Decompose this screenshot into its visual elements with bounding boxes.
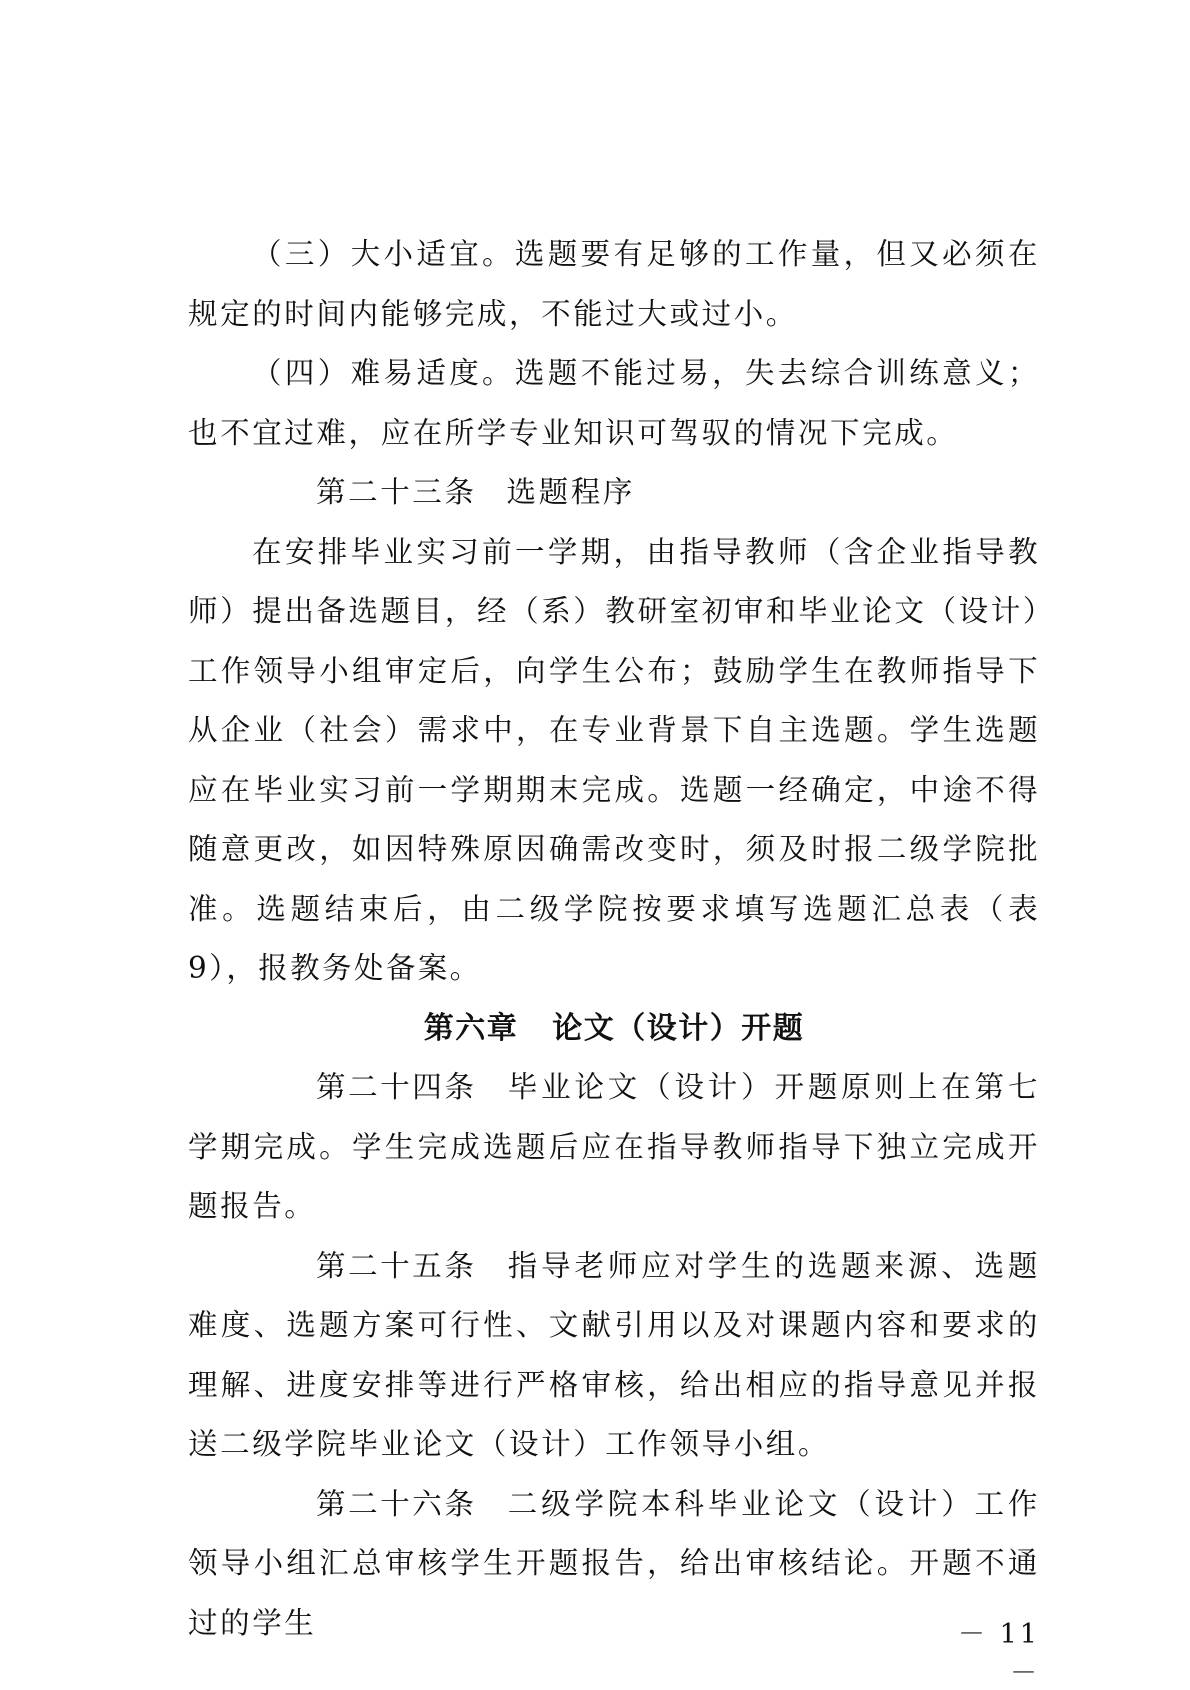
document-body bbox=[188, 225, 1040, 1653]
article-text: 毕业论文（设计）开题原则上在第七学期完成。学生完成选题后应在指导教师指导下独立完成开题报告。 bbox=[188, 1070, 1040, 1223]
paragraph-text: （四）难易适度。选题不能过易，失去综合训练意义；也不宜过难，应在所学专业知识可驾驭的情况下完成。 bbox=[188, 356, 1040, 450]
article-number: 第二十三条 bbox=[316, 475, 477, 509]
article-number: 第二十四条 bbox=[316, 1070, 477, 1104]
chapter-title: 论文（设计）开题 bbox=[552, 1010, 805, 1046]
article-23-heading bbox=[188, 463, 1040, 523]
article-26 bbox=[188, 1475, 1040, 1654]
paragraph-text: （三）大小适宜。选题要有足够的工作量，但又必须在规定的时间内能够完成，不能过大或过小。 bbox=[188, 237, 1040, 331]
paragraph-topic-procedure bbox=[188, 523, 1040, 999]
chapter-heading bbox=[188, 999, 1040, 1059]
article-24 bbox=[188, 1058, 1040, 1237]
paragraph-difficulty-moderate bbox=[188, 344, 1040, 463]
paragraph-text: 在安排毕业实习前一学期，由指导教师（含企业指导教师）提出备选题目，经（系）教研室初审和毕业论文（设计）工作领导小组审定后，向学生公布；鼓励学生在教师指导下从企业（社会）需求中，在专业背景下自主选题。学生选题应在毕业实习前一学期期末完成。选题一经确定，中途不得随意更改，如因特殊原因确需改变时，须及时报二级学院批准。选题结束后，由二级学院按要求填写选题汇总表（表9），报教务处备案。 bbox=[188, 534, 1040, 985]
article-text: 二级学院本科毕业论文（设计）工作领导小组汇总审核学生开题报告，给出审核结论。开题不通过的学生 bbox=[188, 1486, 1040, 1640]
page-number: － 11 － bbox=[958, 1619, 1040, 1689]
article-number: 第二十六条 bbox=[316, 1486, 477, 1521]
article-25 bbox=[188, 1237, 1040, 1475]
article-text: 指导老师应对学生的选题来源、选题难度、选题方案可行性、文献引用以及对课题内容和要求的理解、进度安排等进行严格审核，给出相应的指导意见并报送二级学院毕业论文（设计）工作领导小组。 bbox=[188, 1248, 1040, 1461]
paragraph-size-appropriate bbox=[188, 225, 1040, 344]
article-title: 选题程序 bbox=[506, 475, 635, 509]
article-number: 第二十五条 bbox=[316, 1248, 477, 1283]
chapter-number: 第六章 bbox=[423, 1010, 519, 1046]
